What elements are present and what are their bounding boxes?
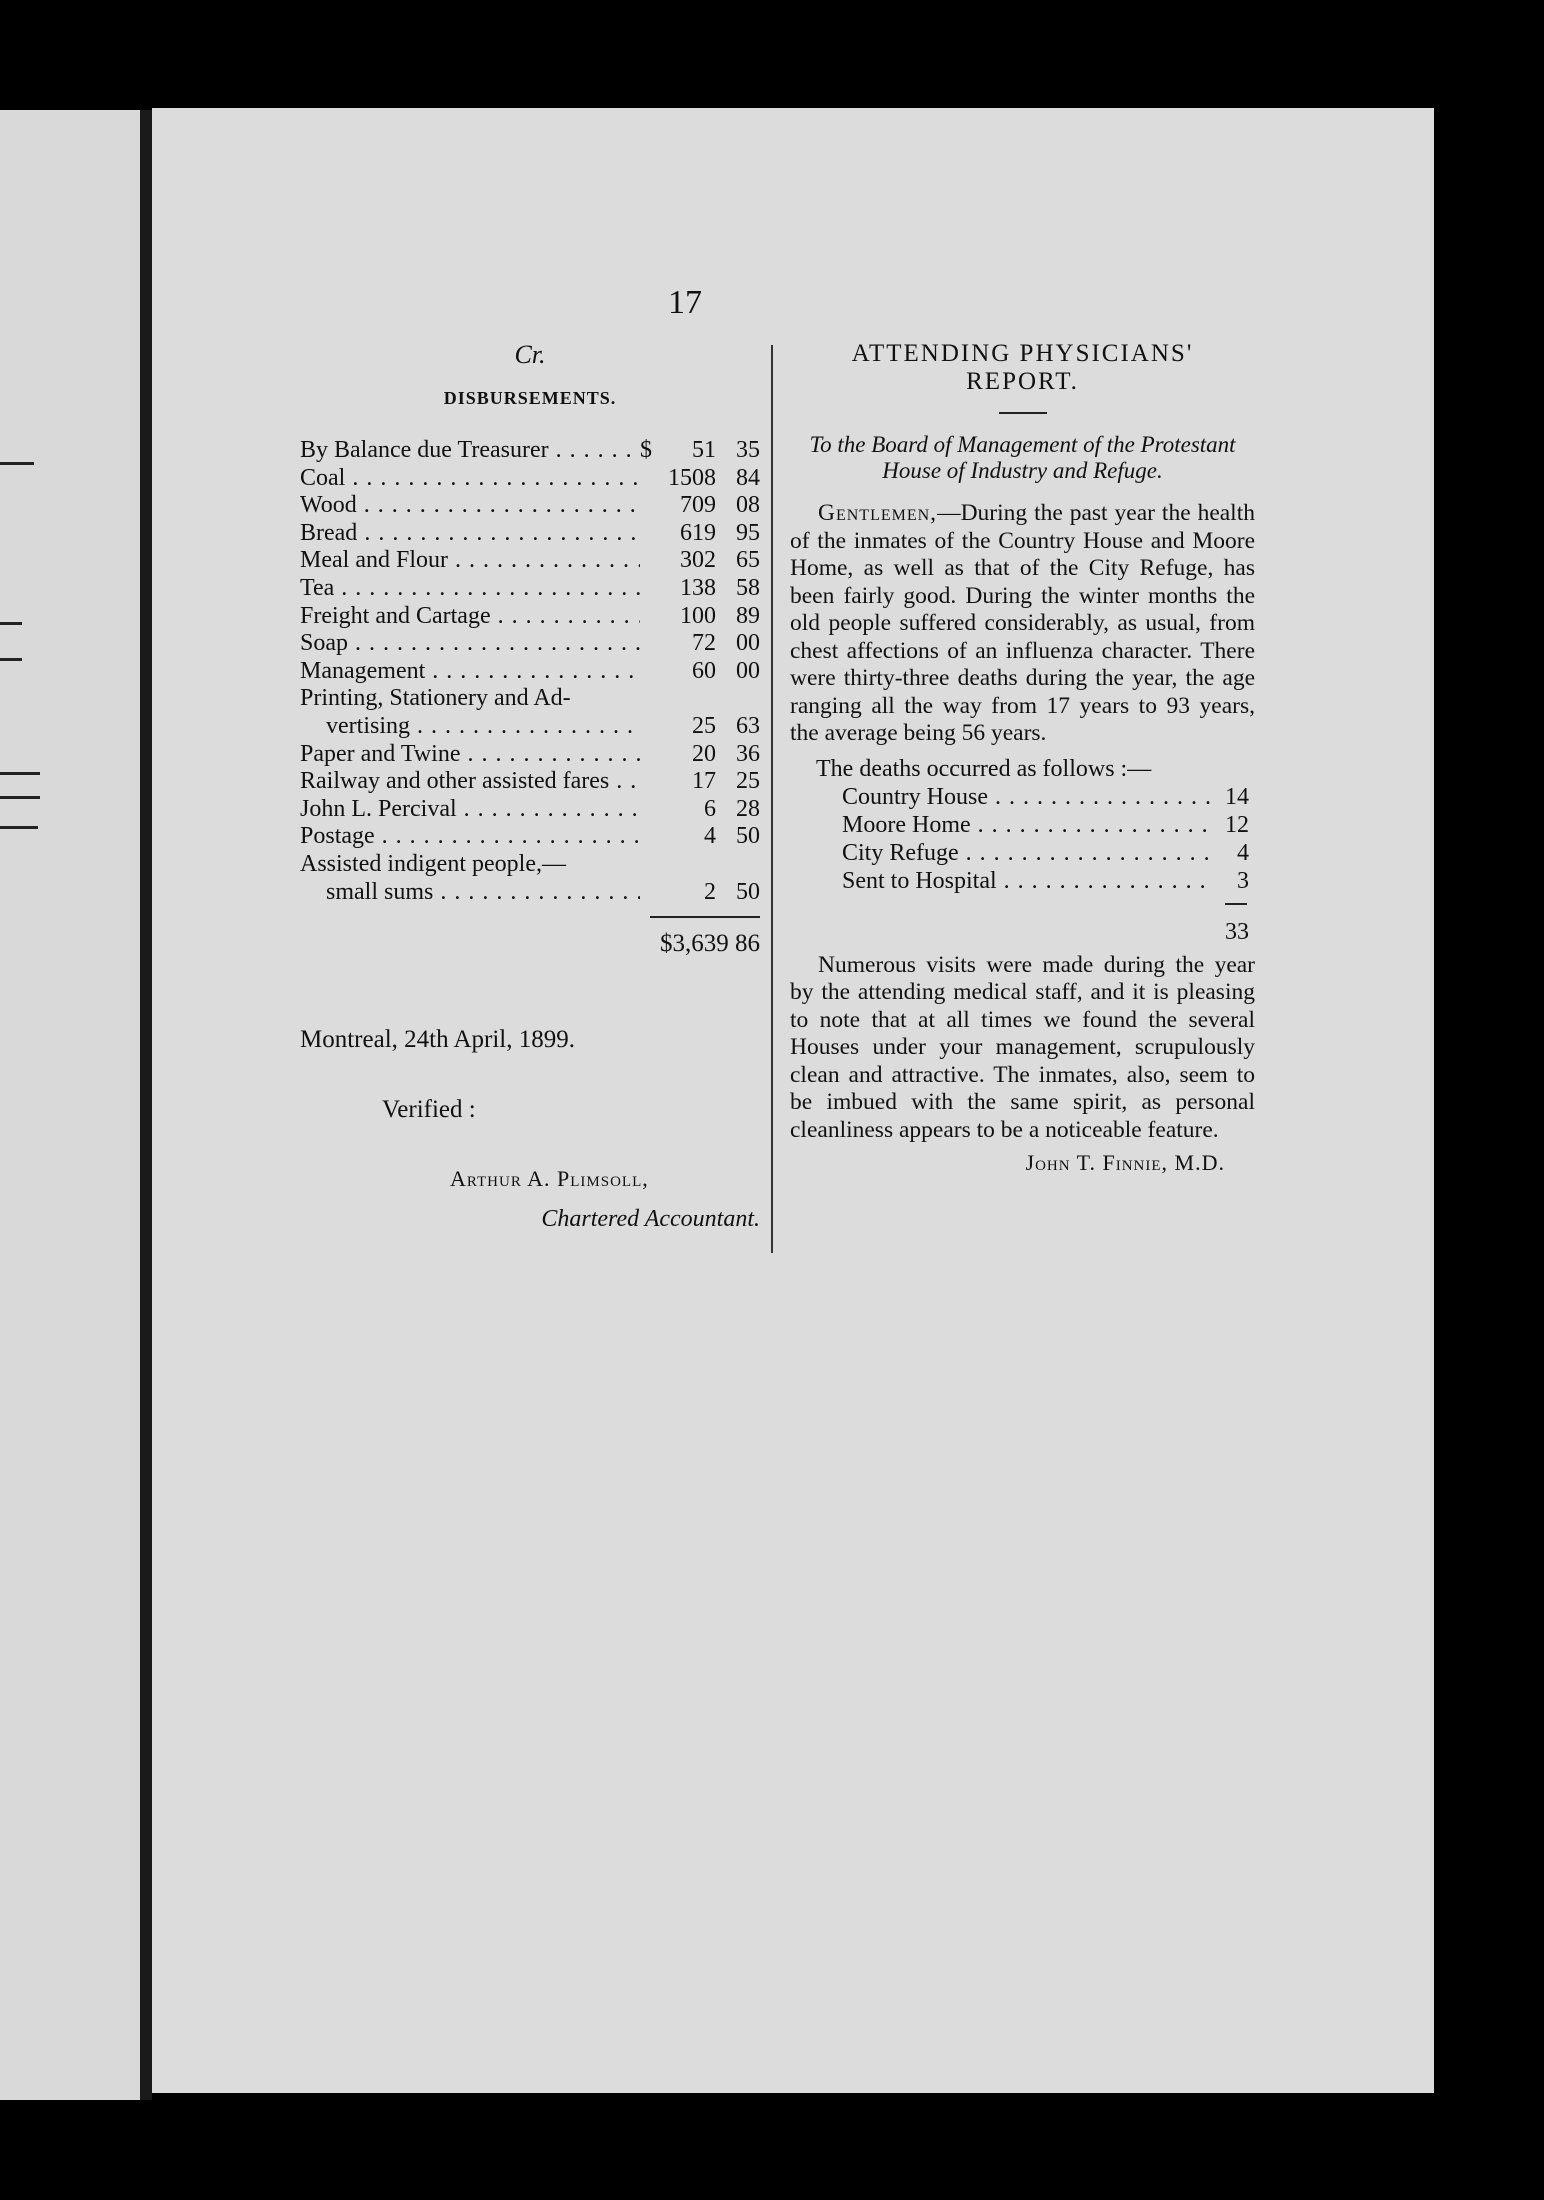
ledger-currency — [640, 547, 660, 575]
place-date: Montreal, 24th April, 1899. — [300, 1026, 575, 1054]
ledger-row — [300, 741, 760, 769]
paragraph-1-text: —During the past year the health of the inmates of the Country House and Moore Home, as well as that of the City Refuge, has been fairly good. During the winter months the old people suffered considerably, as usual, from chest affections of an influenza character. There were thirty-three deaths during the year, the age ranging all the way from 17 years to 93 years, the average being 56 years. — [790, 500, 1255, 746]
ledger-dollars: 709 — [680, 492, 716, 519]
verified-label: Verified : — [382, 1096, 476, 1124]
ledger-cents: 95 — [736, 519, 760, 546]
ledger-dollars: 60 — [692, 657, 716, 684]
report-title-line1: ATTENDING PHYSICIANS' — [851, 340, 1194, 367]
ledger-label: Bread . . . — [300, 520, 640, 548]
ledger-currency — [640, 603, 660, 631]
deaths-row — [842, 839, 1255, 867]
ledger-row — [300, 437, 760, 465]
ledger-currency — [640, 741, 660, 769]
ledger-dollars: 619 — [680, 519, 716, 546]
physicians-report-column — [790, 340, 1255, 1176]
margin-rule — [0, 772, 40, 775]
deaths-count: 4 — [1237, 839, 1249, 866]
ledger-cents: 50 — [736, 878, 760, 905]
ledger-dollars — [660, 685, 716, 713]
deaths-place: Sent to Hospital . . . — [842, 867, 1213, 895]
ledger-cents: 25 — [736, 768, 760, 795]
ledger-label: small sums . . . — [300, 879, 640, 907]
ledger-label: Tea . . . — [300, 575, 640, 603]
ledger-currency — [640, 630, 660, 658]
ledger-label: John L. Percival . . . — [300, 796, 640, 824]
disbursements-heading: DISBURSEMENTS. — [443, 388, 617, 408]
physician-signature: John T. Finnie, M.D. — [1025, 1150, 1225, 1175]
ledger-cents: 63 — [736, 712, 760, 739]
deaths-total: 33 — [1225, 918, 1249, 945]
ledger-dollars: 302 — [680, 547, 716, 574]
ledger-dollars: 6 — [704, 795, 716, 822]
ledger-dollars: 72 — [692, 630, 716, 657]
margin-rule — [0, 796, 40, 799]
deaths-row — [842, 811, 1255, 839]
margin-rule — [0, 826, 38, 829]
report-paragraph-1 — [790, 500, 1255, 748]
ledger-cents: 84 — [736, 464, 760, 491]
ledger-dollars: 2 — [704, 878, 716, 905]
book-spine — [140, 110, 152, 2100]
ledger-label: Coal . . . — [300, 465, 640, 493]
ledger-table — [300, 437, 760, 906]
ledger-dollars: 1508 — [668, 464, 716, 491]
ledger-row — [300, 685, 760, 713]
ledger-label: vertising . . . — [300, 713, 640, 741]
ledger-row — [300, 796, 760, 824]
deaths-row — [842, 783, 1255, 811]
margin-rule — [0, 462, 34, 465]
deaths-place: Country House . . . — [842, 783, 1213, 811]
ledger-currency — [640, 492, 660, 520]
ledger-currency — [640, 575, 660, 603]
ledger-label: Management . . . — [300, 658, 640, 686]
deaths-table — [790, 783, 1255, 895]
ledger-row — [300, 520, 760, 548]
report-paragraph-2: Numerous visits were made during the year by the attending medical staff, and it is pleasing to note that at all times we found the several Houses under your management, scrupulously clean and attractive. The inmates, also, seem to be imbued with the same spirit, as personal cleanliness appears to be a noticeable feature. — [790, 951, 1255, 1143]
ledger-cents: 00 — [736, 630, 760, 657]
ledger-label: Meal and Flour . . . — [300, 547, 640, 575]
ledger-dollars: 20 — [692, 740, 716, 767]
ledger-label: Soap . . . — [300, 630, 640, 658]
ledger-dollars: 100 — [680, 602, 716, 629]
ledger-row — [300, 713, 760, 741]
total-rule — [650, 916, 760, 918]
ledger-row — [300, 547, 760, 575]
ledger-dollars — [660, 851, 716, 879]
ledger-row — [300, 823, 760, 851]
adjacent-page-edge — [0, 110, 145, 2100]
ledger-cents: 50 — [736, 823, 760, 850]
ledger-currency — [640, 713, 660, 741]
report-title-line2: REPORT. — [966, 368, 1079, 395]
ledger-row — [300, 492, 760, 520]
ledger-cents: 65 — [736, 547, 760, 574]
ledger-dollars: 25 — [692, 712, 716, 739]
ledger-dollars: 51 — [692, 437, 716, 463]
ledger-dollars: 4 — [704, 823, 716, 850]
ledger-label: Railway and other assisted fares . . . — [300, 768, 640, 796]
ledger-label: Postage . . . — [300, 823, 640, 851]
ledger-cents: 35 — [736, 437, 760, 463]
ledger-label: By Balance due Treasurer . . . — [300, 437, 640, 465]
ledger-dollars: 138 — [680, 574, 716, 601]
ledger-currency — [640, 879, 660, 907]
ledger-label: Printing, Stationery and Ad- — [300, 685, 571, 712]
ledger-row — [300, 879, 760, 907]
deaths-total-rule — [1225, 903, 1247, 905]
page-number: 17 — [668, 284, 702, 321]
auditor-name: Arthur A. Plimsoll, — [450, 1166, 649, 1192]
ledger-cents: 08 — [736, 492, 760, 519]
ledger-cents: 58 — [736, 574, 760, 601]
disbursements-column — [300, 340, 760, 1233]
ledger-row — [300, 851, 760, 879]
margin-rule — [0, 658, 22, 661]
ledger-currency — [640, 768, 660, 796]
ledger-currency — [640, 685, 660, 713]
ledger-currency — [640, 851, 660, 879]
ledger-row — [300, 603, 760, 631]
ledger-row — [300, 768, 760, 796]
ledger-label: Freight and Cartage . . . — [300, 603, 640, 631]
credit-heading: Cr. — [514, 340, 546, 369]
ledger-cents — [716, 685, 760, 713]
ledger-currency — [640, 796, 660, 824]
deaths-count: 3 — [1237, 867, 1249, 894]
auditor-title: Chartered Accountant. — [541, 1206, 760, 1233]
deaths-intro: The deaths occurred as follows :— — [816, 755, 1152, 782]
ledger-currency — [640, 465, 660, 493]
ledger-currency: $ — [640, 437, 652, 463]
deaths-count: 14 — [1225, 783, 1249, 810]
ledger-row — [300, 465, 760, 493]
ledger-currency — [640, 520, 660, 548]
title-rule — [999, 412, 1047, 414]
ledger-total: $3,639 86 — [660, 930, 760, 958]
ledger-currency — [640, 658, 660, 686]
ledger-cents: 00 — [736, 657, 760, 684]
ledger-currency — [640, 823, 660, 851]
deaths-place: City Refuge . . . — [842, 839, 1213, 867]
salutation: Gentlemen, — [818, 500, 938, 526]
ledger-cents: 36 — [736, 740, 760, 767]
report-address: To the Board of Management of the Protestant House of Industry and Refuge. — [809, 432, 1236, 483]
ledger-cents: 28 — [736, 795, 760, 822]
ledger-dollars: 17 — [692, 768, 716, 795]
ledger-label: Assisted indigent people,— — [300, 850, 566, 877]
deaths-place: Moore Home . . . — [842, 811, 1213, 839]
ledger-row — [300, 658, 760, 686]
ledger-cents — [716, 851, 760, 879]
margin-rule — [0, 622, 22, 625]
ledger-row — [300, 630, 760, 658]
column-divider — [771, 345, 773, 1253]
ledger-label: Paper and Twine . . . — [300, 741, 640, 769]
deaths-row — [842, 867, 1255, 895]
deaths-count: 12 — [1225, 811, 1249, 838]
ledger-row — [300, 575, 760, 603]
ledger-label: Wood . . . — [300, 492, 640, 520]
ledger-cents: 89 — [736, 602, 760, 629]
